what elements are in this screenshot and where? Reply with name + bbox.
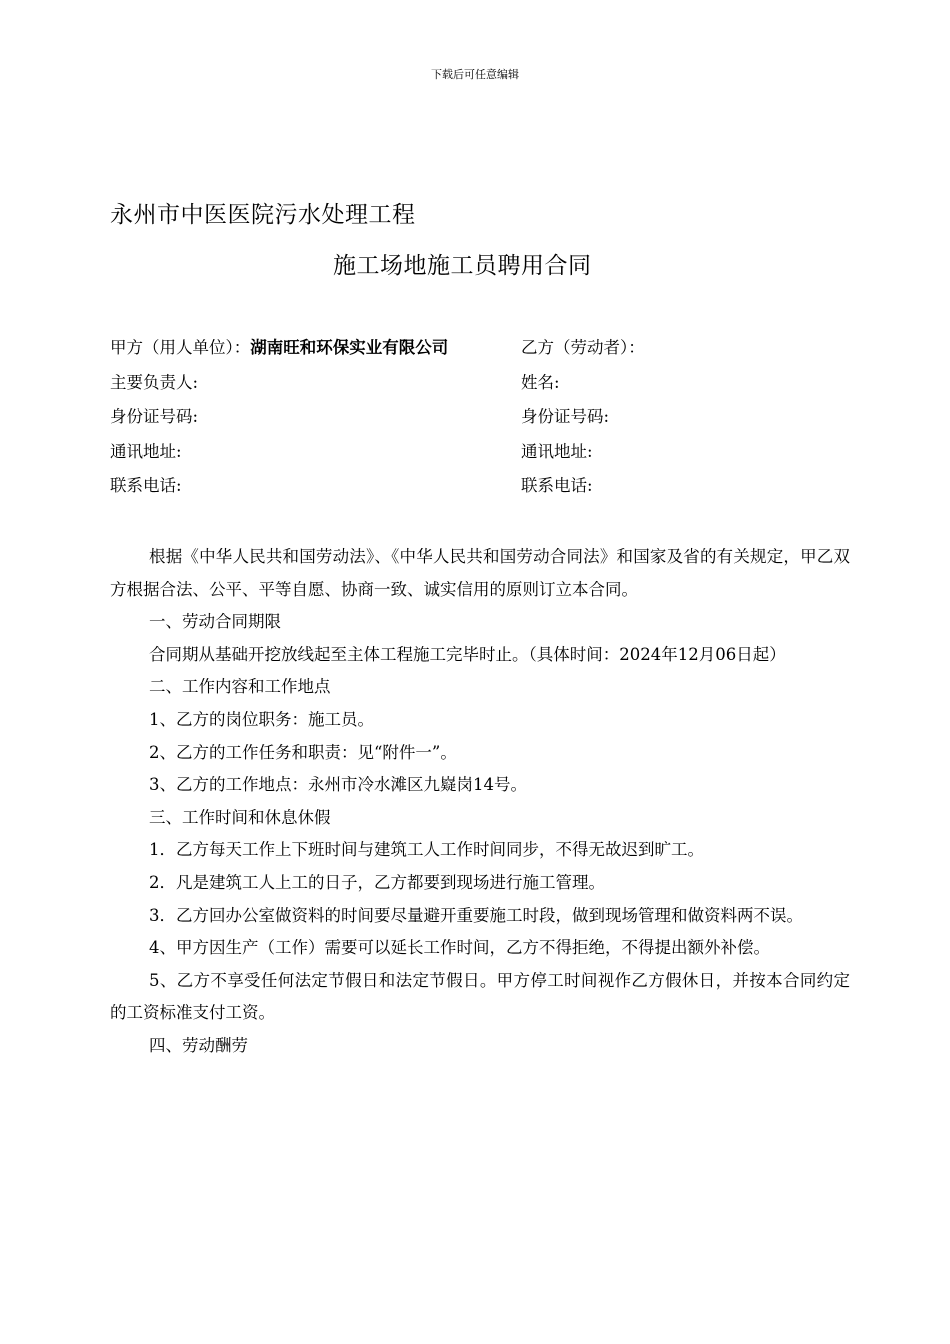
section-heading-term: 一、劳动合同期限 xyxy=(149,612,281,632)
party-a-id-label: 身份证号码: xyxy=(110,407,199,426)
work-item-2: 2、乙方的工作任务和职责：见“附件一”。 xyxy=(149,742,457,762)
party-b-label: 乙方（劳动者）： xyxy=(521,338,645,357)
header-note: 下载后可任意编辑 xyxy=(431,68,519,81)
party-a-phone-label: 联系电话: xyxy=(110,476,182,495)
parties-block xyxy=(110,336,850,509)
hours-item-4: 4、甲方因生产（工作）需要可以延长工作时间，乙方不得拒绝，不得提出额外补偿。 xyxy=(149,938,770,958)
party-row-4 xyxy=(110,440,850,475)
party-b-name-label: 姓名: xyxy=(521,372,560,392)
hours-item-3: 3．乙方回办公室做资料的时间要尽量避开重要施工时段，做到现场管理和做资料两不误。 xyxy=(149,905,803,925)
work-item-3: 3、乙方的工作地点：永州市冷水滩区九嶷岗14号。 xyxy=(149,775,527,795)
contract-title-line2: 施工场地施工员聘用合同 xyxy=(333,253,592,279)
term-paragraph: 合同期从基础开挖放线起至主体工程施工完毕时止。（具体时间：2024年12月06日起） xyxy=(149,644,786,664)
party-row-5 xyxy=(110,474,850,509)
party-b-address-label: 通讯地址: xyxy=(521,441,593,461)
section-heading-hours: 三、工作时间和休息休假 xyxy=(149,807,331,827)
party-row-3 xyxy=(110,405,850,440)
contract-body xyxy=(110,541,850,1063)
section-heading-pay: 四、劳动酬劳 xyxy=(149,1035,248,1055)
party-row-2 xyxy=(110,371,850,406)
party-a-head-label: 主要负责人: xyxy=(110,372,199,392)
party-row-1 xyxy=(110,336,850,371)
contract-title-line1: 永州市中医医院污水处理工程 xyxy=(110,202,416,228)
intro-paragraph: 根据《中华人民共和国劳动法》、《中华人民共和国劳动合同法》和国家及省的有关规定，甲乙双方根据合法、公平、平等自愿、协商一致、诚实信用的原则订立本合同。 xyxy=(110,547,850,599)
party-a-address-label: 通讯地址: xyxy=(110,441,182,461)
party-b-phone-label: 联系电话: xyxy=(521,476,593,495)
party-b-id-label: 身份证号码: xyxy=(521,407,610,426)
party-a-label: 甲方（用人单位）： xyxy=(110,338,251,357)
hours-item-1: 1．乙方每天工作上下班时间与建筑工人工作时间同步，不得无故迟到旷工。 xyxy=(149,840,704,860)
party-a-name: 湖南旺和环保实业有限公司 xyxy=(250,338,449,357)
work-item-1: 1、乙方的岗位职务：施工员。 xyxy=(149,709,374,729)
section-heading-work: 二、工作内容和工作地点 xyxy=(149,677,331,697)
hours-item-5: 5、乙方不享受任何法定节假日和法定节假日。甲方停工时间视作乙方假休日，并按本合同约定的工资标准支付工资。 xyxy=(110,970,850,1023)
hours-item-2: 2．凡是建筑工人上工的日子，乙方都要到现场进行施工管理。 xyxy=(149,872,605,892)
